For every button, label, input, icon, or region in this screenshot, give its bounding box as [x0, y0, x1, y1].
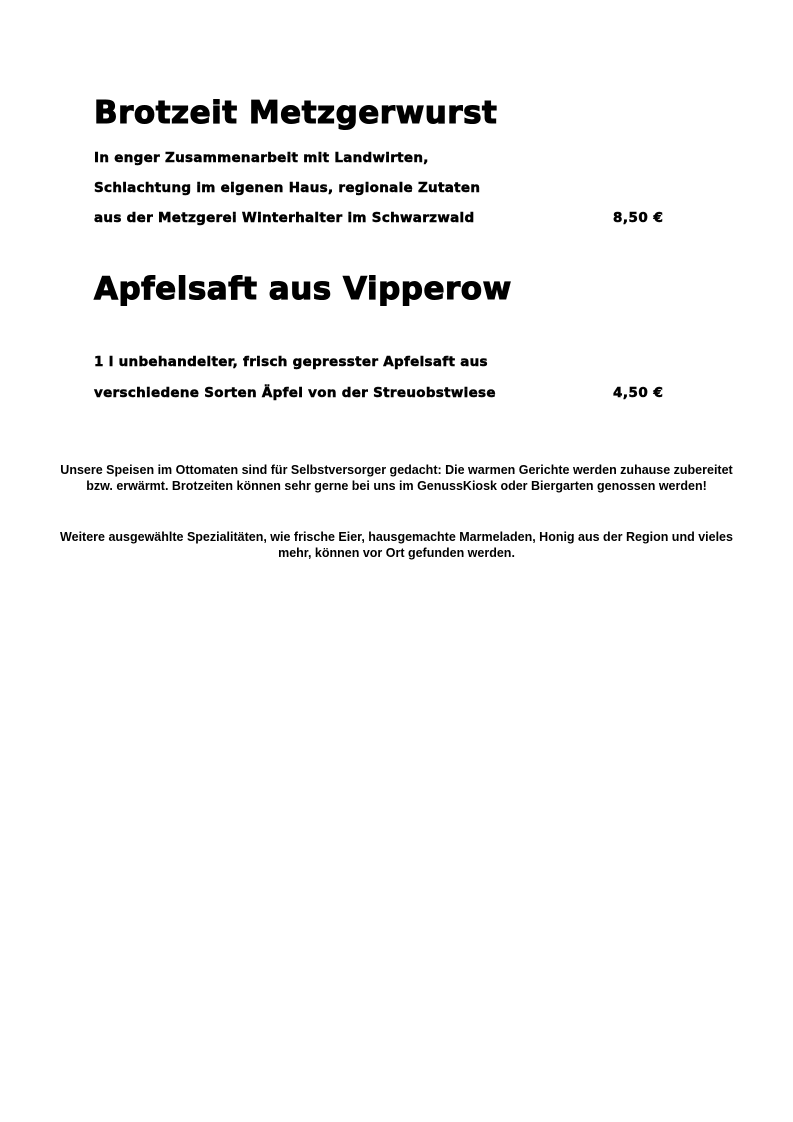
description-line: In enger Zusammenarbeit mit Landwirten,	[94, 150, 429, 166]
price-apfelsaft: 4,50 €	[613, 385, 664, 401]
description-line: aus der Metzgerei Winterhalter im Schwarzwald	[94, 210, 475, 226]
description-line: Schlachtung im eigenen Haus, regionale Zutaten	[94, 180, 481, 196]
description-line: verschiedene Sorten Äpfel von der Streuobstwiese	[94, 385, 496, 401]
description-line: 1 l unbehandelter, frisch gepresster Apfelsaft aus	[94, 354, 488, 370]
section-title-apfelsaft: Apfelsaft aus Vipperow	[94, 271, 512, 307]
specialties-note: Weitere ausgewählte Spezialitäten, wie frische Eier, hausgemachte Marmeladen, Honig aus der Region und vieles mehr, können vor Ort gefunden werden.	[60, 530, 733, 560]
section-title-brotzeit: Brotzeit Metzgerwurst	[94, 95, 498, 131]
self-service-note: Unsere Speisen im Ottomaten sind für Selbstversorger gedacht: Die warmen Gerichte werden zuhause zubereitet bzw. erwärmt. Brotzeiten können sehr gerne bei uns im GenussKiosk oder Biergarten genossen werden!	[60, 463, 733, 493]
price-brotzeit: 8,50 €	[613, 210, 664, 226]
